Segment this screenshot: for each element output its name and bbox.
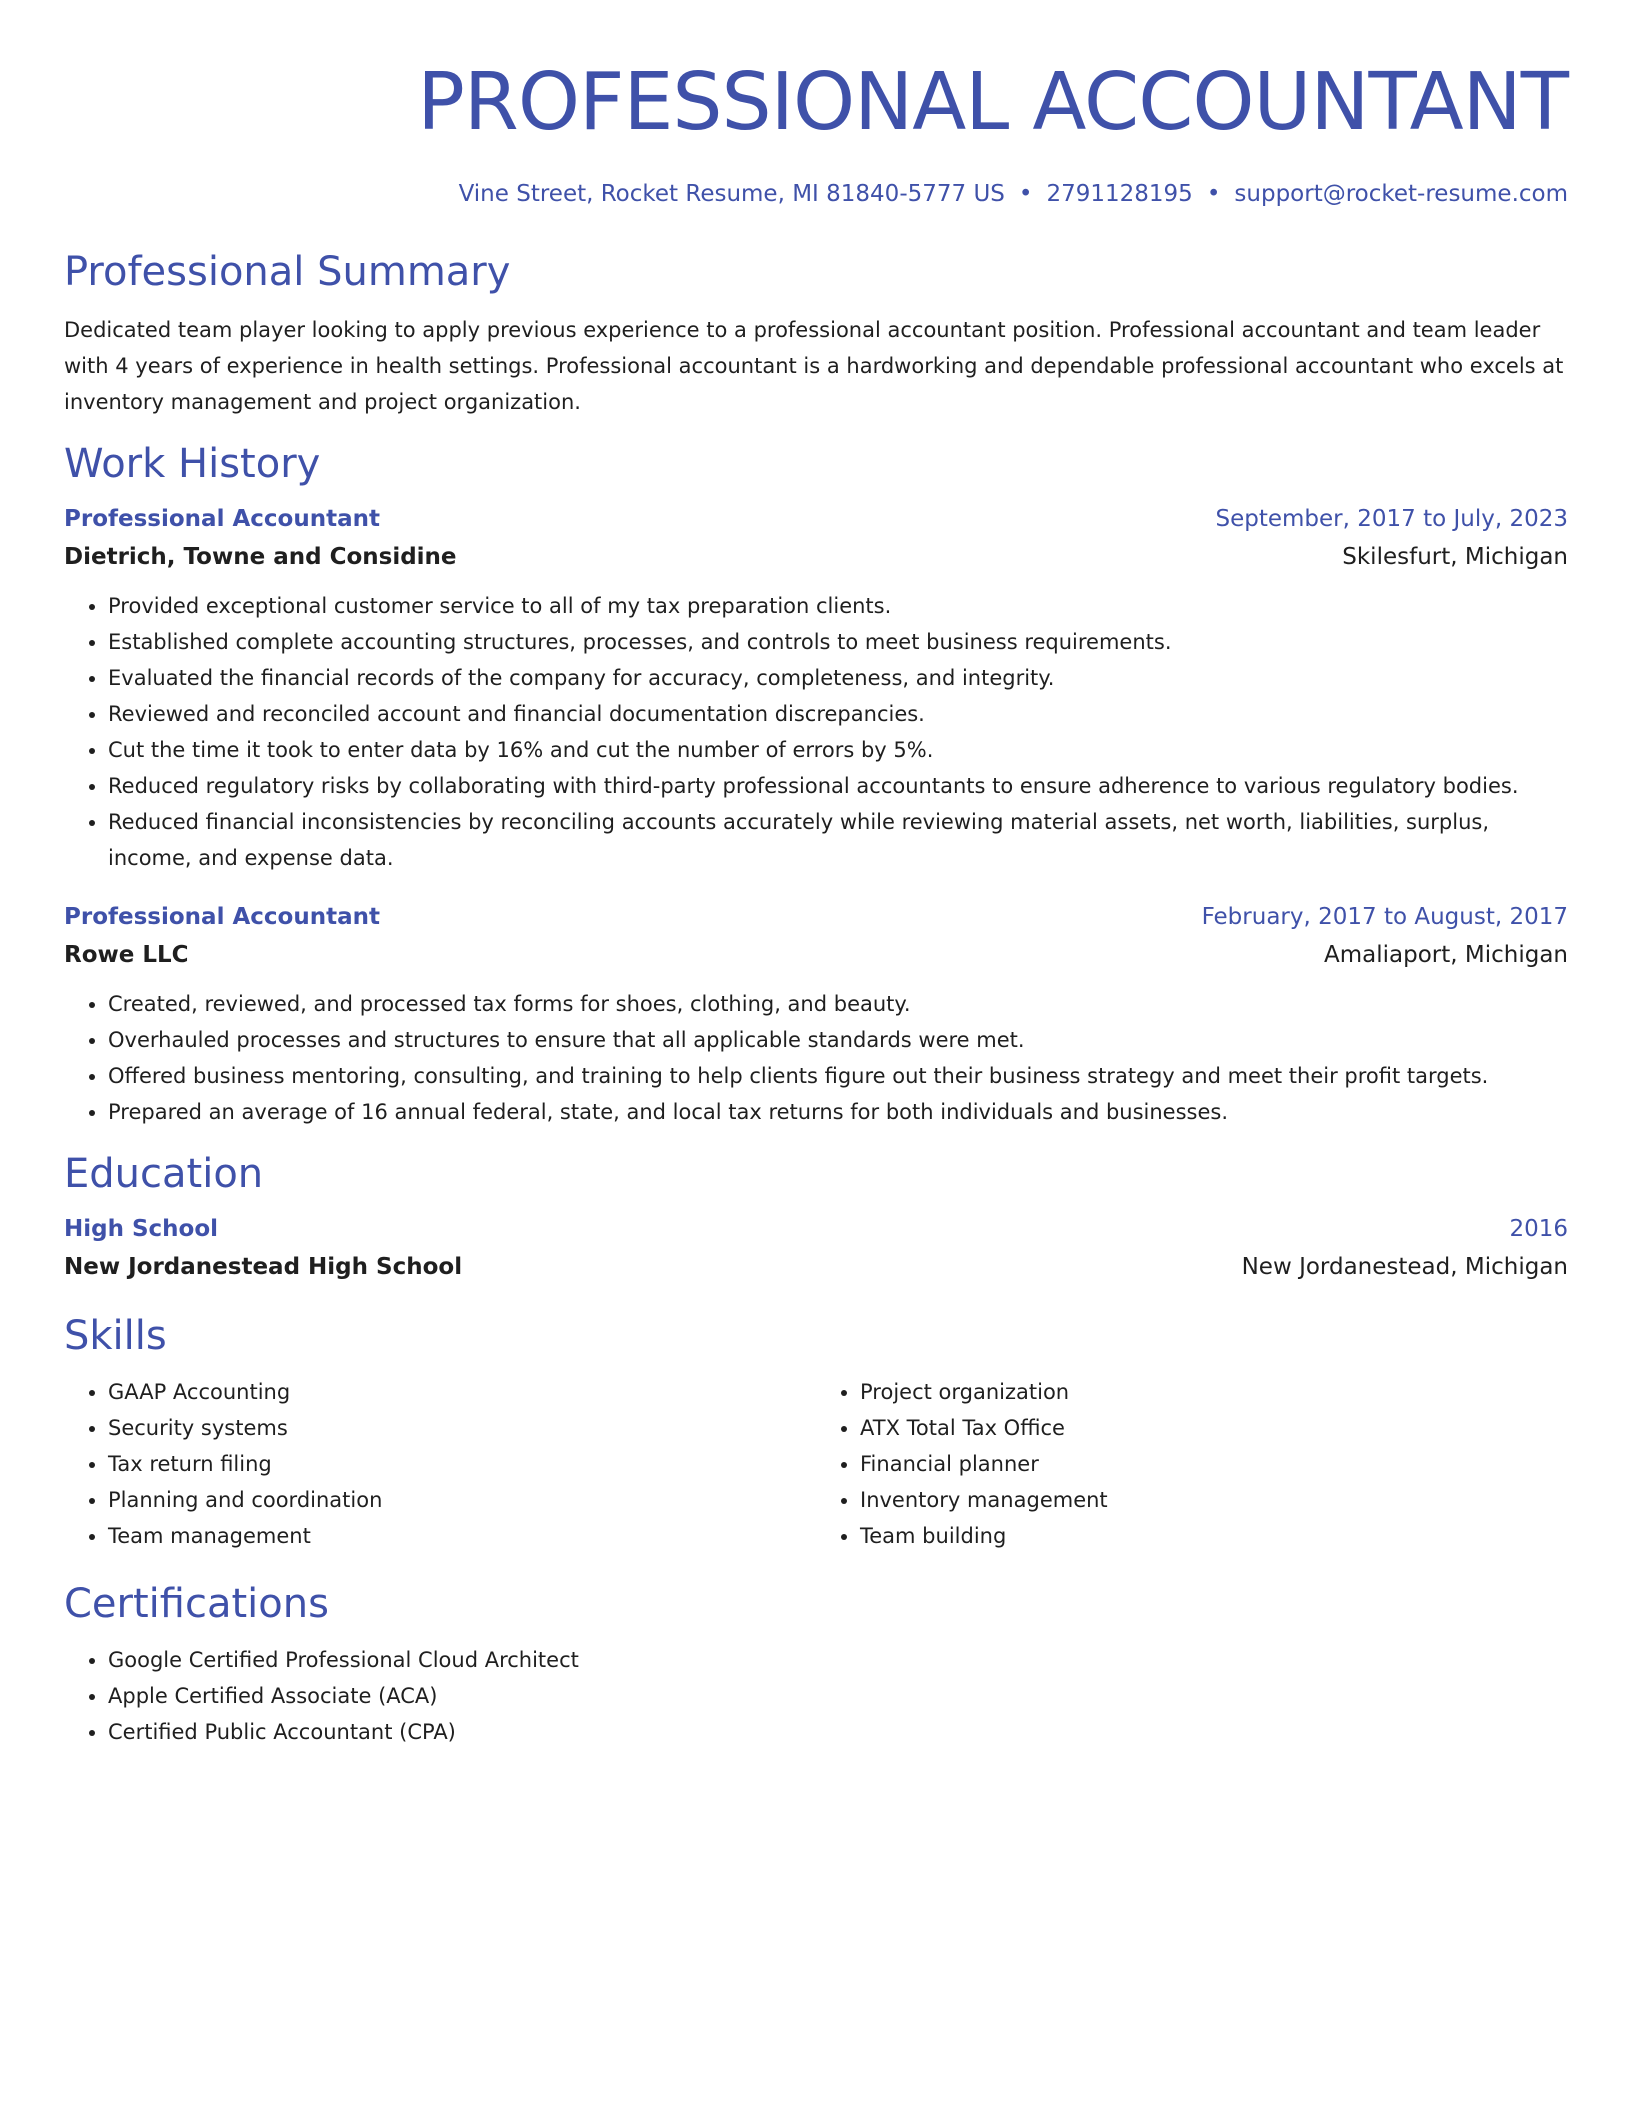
- skills-section: [64, 1310, 1568, 1554]
- skill-item: • Project organization: [860, 1374, 1568, 1410]
- skill-item: • Financial planner: [860, 1446, 1568, 1482]
- job-bullet: • Established complete accounting structures, processes, and controls to meet business requirements.: [108, 624, 1568, 660]
- job-bullet: • Cut the time it took to enter data by 16% and cut the number of errors by 5%.: [108, 732, 1568, 768]
- skills-heading: Skills: [64, 1313, 167, 1359]
- job-bullet: • Reduced regulatory risks by collaborating with third-party professional accountants to ensure adherence to various regulatory bodies.: [108, 768, 1568, 804]
- job-location: Amaliaport, Michigan: [1324, 942, 1568, 968]
- contact-email[interactable]: support@rocket-resume.com: [1234, 181, 1568, 207]
- contact-phone: 2791128195: [1046, 181, 1193, 207]
- job-bullet: • Reduced financial inconsistencies by reconciling accounts accurately while reviewing material assets, net worth, liabilities, surplus, income, and expense data.: [108, 804, 1568, 876]
- job-bullets: [64, 588, 1568, 876]
- skill-item: • Tax return filing: [108, 1446, 816, 1482]
- work-history-section: [64, 438, 1568, 1130]
- summary-text: Dedicated team player looking to apply previous experience to a professional accountant position. Professional accountant and team leader with 4 years of experience in health settings. Professional accountant is a hardworking and dependable professional accountant who excels at inventory management and project organization.: [64, 318, 1564, 414]
- education-section: [64, 1148, 1568, 1286]
- skills-list-right: [816, 1374, 1568, 1554]
- job-bullet: • Reviewed and reconciled account and financial documentation discrepancies.: [108, 696, 1568, 732]
- job-employer: Dietrich, Towne and Considine: [64, 544, 457, 570]
- contact-line: [64, 178, 1568, 210]
- job-bullet: • Created, reviewed, and processed tax forms for shoes, clothing, and beauty.: [108, 986, 1568, 1022]
- job-bullet: • Provided exceptional customer service to all of my tax preparation clients.: [108, 588, 1568, 624]
- certifications-section: [64, 1578, 1568, 1750]
- education-heading: Education: [64, 1151, 264, 1197]
- skills-columns: [64, 1374, 1568, 1554]
- skills-list-left: [64, 1374, 816, 1554]
- job-employer: Rowe LLC: [64, 942, 189, 968]
- certifications-heading: Certifications: [64, 1581, 329, 1627]
- job-dates: February, 2017 to August, 2017: [1201, 904, 1568, 930]
- job-bullets: [64, 986, 1568, 1130]
- job-title: Professional Accountant: [64, 904, 380, 930]
- summary-section: [64, 246, 1568, 420]
- education-degree: High School: [64, 1216, 219, 1242]
- skill-item: • Team building: [860, 1518, 1568, 1554]
- job-bullet: • Overhauled processes and structures to ensure that all applicable standards were met.: [108, 1022, 1568, 1058]
- skill-item: • Planning and coordination: [108, 1482, 816, 1518]
- skill-item: • Inventory management: [860, 1482, 1568, 1518]
- job-entry: [64, 898, 1568, 1130]
- contact-separator: •: [1206, 181, 1221, 207]
- summary-heading: Professional Summary: [64, 249, 511, 295]
- job-bullet: • Offered business mentoring, consulting, and training to help clients figure out their business strategy and meet their profit targets.: [108, 1058, 1568, 1094]
- job-entry: [64, 500, 1568, 876]
- skill-item: • Team management: [108, 1518, 816, 1554]
- job-title: Professional Accountant: [64, 506, 380, 532]
- education-school: New Jordanestead High School: [64, 1254, 463, 1280]
- job-bullet: • Prepared an average of 16 annual federal, state, and local tax returns for both individuals and businesses.: [108, 1094, 1568, 1130]
- job-bullet: • Evaluated the financial records of the company for accuracy, completeness, and integrity.: [108, 660, 1568, 696]
- job-dates: September, 2017 to July, 2023: [1215, 506, 1568, 532]
- certification-item: • Certified Public Accountant (CPA): [108, 1714, 1568, 1750]
- education-year: 2016: [1509, 1216, 1568, 1242]
- certification-item: • Google Certified Professional Cloud Architect: [108, 1642, 1568, 1678]
- certifications-list: [64, 1642, 1568, 1750]
- skill-item: • ATX Total Tax Office: [860, 1410, 1568, 1446]
- contact-address: Vine Street, Rocket Resume, MI 81840-5777 US: [458, 181, 1005, 207]
- contact-separator: •: [1018, 181, 1033, 207]
- education-location: New Jordanestead, Michigan: [1241, 1254, 1568, 1280]
- job-location: Skilesfurt, Michigan: [1342, 544, 1568, 570]
- certification-item: • Apple Certified Associate (ACA): [108, 1678, 1568, 1714]
- skill-item: • Security systems: [108, 1410, 816, 1446]
- skill-item: • GAAP Accounting: [108, 1374, 816, 1410]
- resume-name: PROFESSIONAL ACCOUNTANT: [417, 56, 1568, 148]
- work-history-heading: Work History: [64, 441, 321, 487]
